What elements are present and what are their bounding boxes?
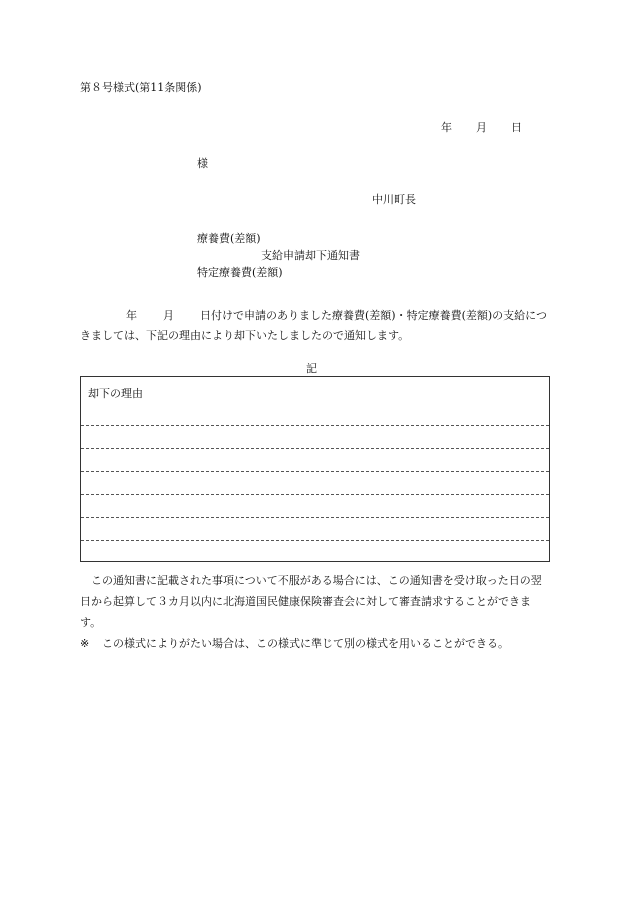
date-day: 日 xyxy=(511,121,522,134)
reason-line xyxy=(81,425,549,426)
reason-line xyxy=(81,517,549,518)
issuer-name: 中川町長 xyxy=(372,193,416,206)
body-paragraph xyxy=(80,306,550,346)
reason-line xyxy=(81,494,549,495)
title-line-1: 療養費(差額) xyxy=(197,232,261,245)
body-year: 年 xyxy=(126,309,137,322)
footnote-text: この様式によりがたい場合は、この様式に準じて別の様式を用いることができる。 xyxy=(102,637,509,650)
reason-line xyxy=(81,540,549,541)
ki-heading: 記 xyxy=(306,362,317,375)
rejection-reason-box xyxy=(80,376,550,562)
date-line xyxy=(441,122,522,133)
appeal-notice-text: この通知書に記載された事項について不服がある場合には、この通知書を受け取った日の翌日から起算して３カ月以内に北海道国民健康保険審査会に対して審査請求することができます。 xyxy=(80,574,542,629)
footnote-mark: ※ xyxy=(80,637,90,650)
rejection-reason-label: 却下の理由 xyxy=(88,387,143,400)
footnote xyxy=(80,638,509,649)
reason-line xyxy=(81,471,549,472)
date-month: 月 xyxy=(476,121,487,134)
form-number: 第８号様式(第11条関係) xyxy=(80,81,202,94)
date-year: 年 xyxy=(441,121,452,134)
title-line-2: 特定療養費(差額) xyxy=(197,266,283,279)
recipient-honorific: 様 xyxy=(197,157,208,170)
appeal-notice xyxy=(80,570,552,633)
body-month: 月 xyxy=(163,309,174,322)
document-title: 支給申請却下通知書 xyxy=(261,249,360,262)
body-text: 日付けで申請のありました療養費(差額)・特定療養費(差額)の支給につきましては、下記の理由により却下いたしましたので通知します。 xyxy=(80,309,547,342)
reason-line xyxy=(81,448,549,449)
